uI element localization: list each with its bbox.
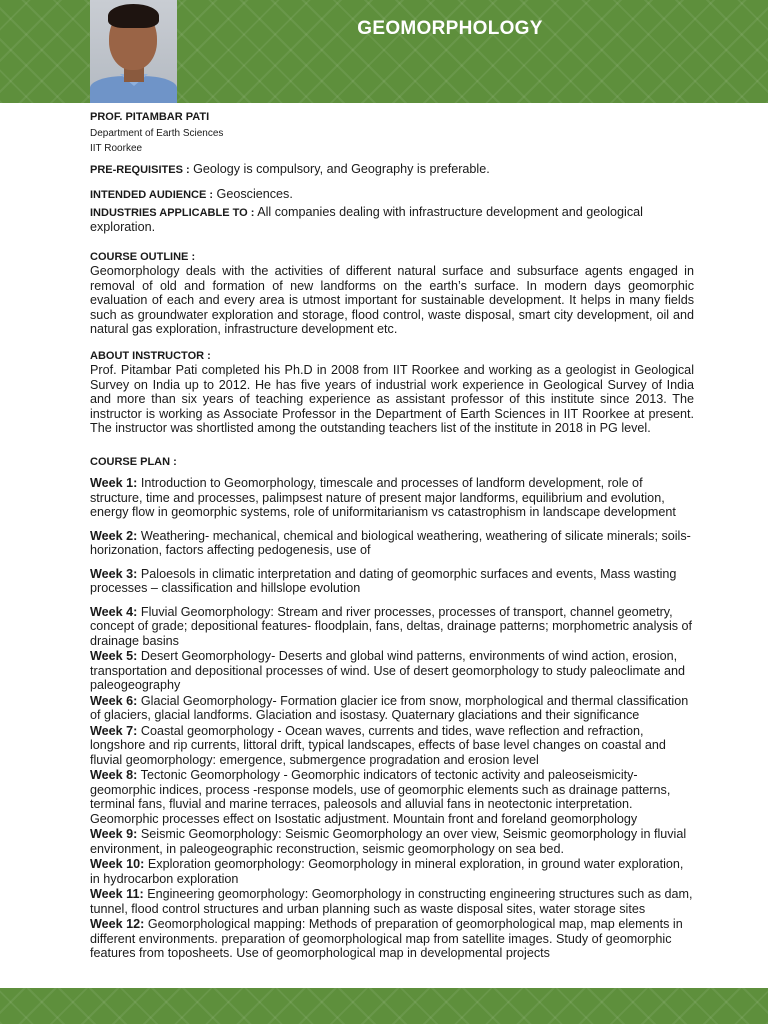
prerequisites-label: PRE-REQUISITES : (90, 163, 190, 176)
week-text: Introduction to Geomorphology, timescale and processes of landform development, role of structure, time and processes, palimpsest nature of present major landforms, equilibrium and evolution, energy flow in geomorphic systems, role of uniformitarianism vs catastrophism in landscape development (90, 476, 676, 519)
about-instructor-heading: ABOUT INSTRUCTOR : (90, 349, 211, 362)
week-text: Exploration geomorphology: Geomorphology in mineral exploration, in ground water exploration, in hydrocarbon exploration (90, 857, 684, 886)
week-item (90, 857, 694, 886)
about-instructor-text: Prof. Pitambar Pati completed his Ph.D in 2008 from IIT Roorkee and working as a geologist in Geological Survey on India up to 2012. He has five years of industrial work experience in Geological Survey of India and more than six years of teaching experience as assistant professor of this institute since 2013. The instructor is working as Associate Professor in the Department of Earth Sciences in IIT Roorkee at present. The instructor was shortlisted among the outstanding teachers list of the institute in 2018 in PG level. (90, 363, 694, 435)
week-item (90, 694, 694, 723)
week-label: Week 6: (90, 693, 138, 708)
course-content (90, 106, 694, 961)
prerequisites-value: Geology is compulsory, and Geography is preferable. (193, 161, 490, 176)
week-text: Paloesols in climatic interpretation and dating of geomorphic surfaces and events, Mass wasting processes – classification and hillslope evolution (90, 566, 677, 595)
week-text: Engineering geomorphology: Geomorphology in constructing engineering structures such as dam, tunnel, flood control structures and urban planning such as waste disposal sites, water storage sites (90, 887, 693, 916)
instructor-department: Department of Earth Sciences (90, 127, 224, 139)
week-text: Weathering- mechanical, chemical and biological weathering, weathering of silicate minerals; soils- horizonation, factors affecting pedogenesis, use of (90, 528, 691, 557)
week-item (90, 887, 694, 916)
course-outline-heading: COURSE OUTLINE : (90, 250, 196, 263)
industries (90, 205, 694, 235)
week-item (90, 917, 694, 961)
intended-audience (90, 187, 694, 203)
week-item (90, 768, 694, 826)
instructor-institute: IIT Roorkee (90, 142, 143, 154)
footer-banner (0, 988, 768, 1024)
week-text: Fluvial Geomorphology: Stream and river processes, processes of transport, channel geometry, concept of grade; depositional features- floodplain, fans, deltas, drainage patterns; morphometric analysis of drainage basins (90, 604, 693, 648)
week-item (90, 529, 694, 558)
week-text: Desert Geomorphology- Deserts and global wind patterns, environments of wind action, erosion, transportation and depositional processes of wind. Use of desert geomorphology to study paleoclimate and paleogeography (90, 649, 686, 692)
week-text: Seismic Geomorphology: Seismic Geomorphology an over view, Seismic geomorphology in fluvial environment, in paleogeographic reconstruction, seismic geomorphology on sea bed. (90, 827, 687, 856)
week-text: Geomorphological mapping: Methods of preparation of geomorphological map, map elements in different environments. preparation of geomorphological map from satellite images. Study of geomorphic features from toposheets. Use of geomorphological map in developmental projects (90, 917, 683, 960)
audience-label: INTENDED AUDIENCE : (90, 189, 214, 201)
week-label: Week 9: (90, 827, 138, 841)
week-label: Week 11: (90, 887, 144, 901)
week-label: Week 3: (90, 566, 138, 581)
week-item (90, 827, 694, 856)
week-label: Week 2: (90, 528, 138, 543)
course-outline-text: Geomorphology deals with the activities of different natural surface and subsurface agents engaged in removal of old and formation of new landforms on the earth’s surface. In modern days geomorphic evaluation of each and every area is utmost important for sustainable development. It helps in many fields such as groundwater exploration and storage, flood control, waste disposal, smart city development, oil and natural gas exploration, infrastructure development etc. (90, 264, 694, 336)
week-text: Coastal geomorphology - Ocean waves, currents and tides, wave reflection and refraction, longshore and rip currents, littoral drift, typical landscapes, effects of base level changes on coastal and fluvial geomorphology: emergence, submergence progradation and erosion level (90, 723, 666, 767)
week-label: Week 1: (90, 476, 138, 490)
week-item (90, 724, 694, 768)
industries-value: All companies dealing with infrastructure development and geological exploration. (90, 204, 643, 234)
course-plan-heading: COURSE PLAN : (90, 455, 177, 468)
industries-label: INDUSTRIES APPLICABLE TO : (90, 206, 255, 219)
week-text: Glacial Geomorphology- Formation glacier ice from snow, morphological and thermal classification of glaciers, glacial landforms. Glaciation and isostasy. Quaternary glaciations and their significance (90, 693, 689, 722)
instructor-name: PROF. PITAMBAR PATI (90, 111, 210, 123)
audience-value: Geosciences. (216, 187, 293, 201)
instructor-photo (90, 0, 177, 103)
week-item (90, 605, 694, 649)
week-label: Week 5: (90, 649, 138, 663)
week-label: Week 8: (90, 768, 138, 782)
course-title: GEOMORPHOLOGY (357, 18, 543, 39)
week-label: Week 7: (90, 723, 138, 738)
week-label: Week 4: (90, 604, 138, 619)
photo-hair (108, 4, 159, 28)
prerequisites (90, 162, 694, 178)
week-label: Week 10: (90, 857, 145, 871)
week-item (90, 567, 694, 596)
week-item (90, 476, 694, 520)
week-text: Tectonic Geomorphology - Geomorphic indicators of tectonic activity and paleoseismicity-geomorphic indices, process -response models, use of geomorphic elements such as drainage patterns, terminal fans, fluvial and marine terraces, paleosols and alluvial fans in neotectonic interpretation. Geomorphic processes effect on Isostatic adjustment. Mountain front and foreland geomorphology (90, 768, 671, 826)
week-item (90, 649, 694, 693)
week-label: Week 12: (90, 917, 145, 931)
